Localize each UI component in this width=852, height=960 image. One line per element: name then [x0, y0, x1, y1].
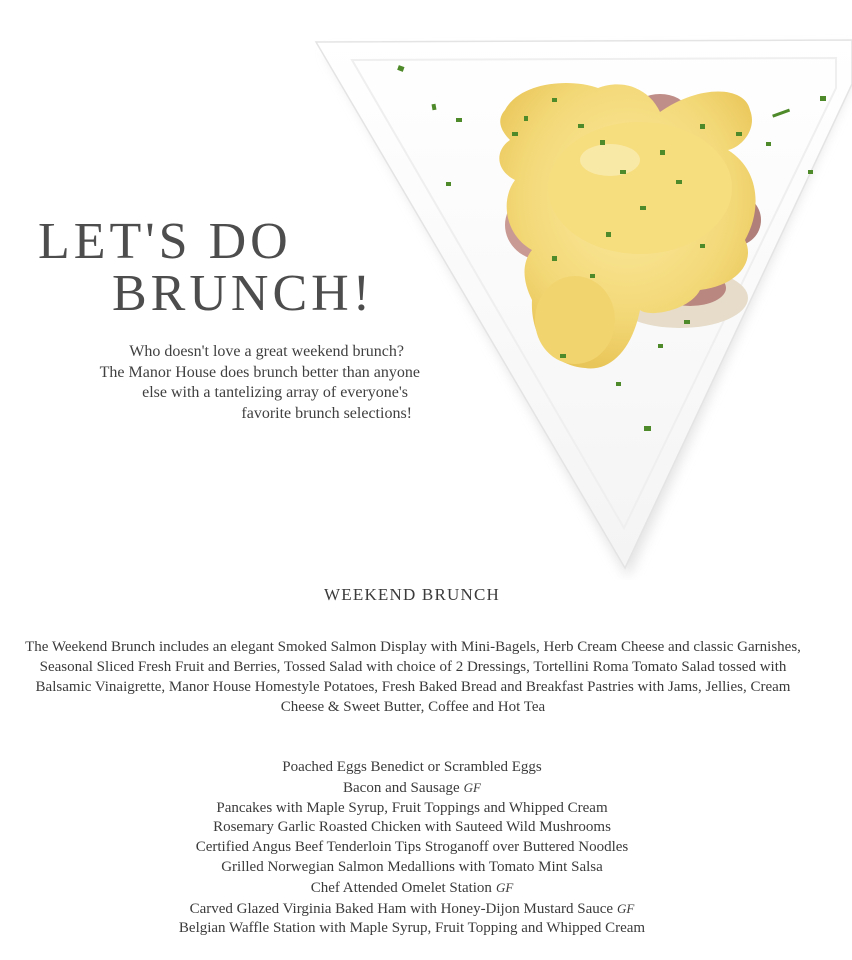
gluten-free-tag: GF [495, 879, 514, 895]
poached-egg [548, 122, 732, 254]
menu-item [0, 758, 824, 778]
intro-line: else with a tantelizing array of everyone's [142, 384, 408, 401]
menu-item-name: Bacon and Sausage [343, 779, 460, 796]
sauce-drip [535, 276, 615, 364]
menu-item-name: Belgian Waffle Station with Maple Syrup, Fruit Topping and Whipped Cream [178, 920, 646, 937]
intro-line: The Manor House does brunch better than anyone [99, 363, 420, 381]
headline-line-2: BRUNCH! [112, 265, 375, 322]
menu-item [0, 858, 824, 878]
menu-item [0, 799, 824, 819]
menu-item-name: Pancakes with Maple Syrup, Fruit Toppings and Whipped Cream [216, 799, 608, 816]
menu-item [0, 878, 824, 899]
intro-line: Who doesn't love a great weekend brunch? [129, 343, 404, 360]
intro-paragraph [60, 342, 420, 424]
egg-highlight [580, 144, 640, 176]
menu-item-name: Rosemary Garlic Roasted Chicken with Sauteed Wild Mushrooms [213, 819, 611, 836]
gluten-free-tag: GF [617, 900, 635, 916]
menu-item [0, 778, 824, 799]
menu-item-name: Certified Angus Beef Tenderloin Tips Stroganoff over Buttered Noodles [195, 839, 629, 856]
section-title: WEEKEND BRUNCH [324, 585, 500, 604]
menu-item-name: Grilled Norwegian Salmon Medallions with Tomato Mint Salsa [221, 858, 603, 875]
menu-item-name: Poached Eggs Benedict or Scrambled Eggs [282, 759, 542, 775]
menu-item [0, 899, 824, 920]
menu-item-name: Chef Attended Omelet Station [310, 879, 492, 896]
menu-item-name: Carved Glazed Virginia Baked Ham with Honey-Dijon Mustard Sauce [189, 900, 614, 917]
menu-item [0, 818, 824, 838]
gluten-free-tag: GF [463, 779, 481, 795]
brunch-description: The Weekend Brunch includes an elegant Smoked Salmon Display with Mini-Bagels, Herb Cream Cheese and classic Garnishes, Seasonal Sliced Fresh Fruit and Berries, Tossed Salad with choice of 2 Dressings, Tortellini Roma Tomato Salad tossed with Balsamic Vinaigrette, Manor House Homestyle Potatoes, Fresh Baked Bread and Breakfast Pastries with Jams, Jellies, Cream Cheese & Sweet Butter, Coffee and Hot Tea [25, 639, 801, 715]
menu-item [0, 919, 824, 939]
headline-line-1: LET'S DO [38, 213, 292, 270]
menu-list [0, 758, 824, 939]
menu-item [0, 838, 824, 858]
intro-line: favorite brunch selections! [241, 404, 412, 422]
